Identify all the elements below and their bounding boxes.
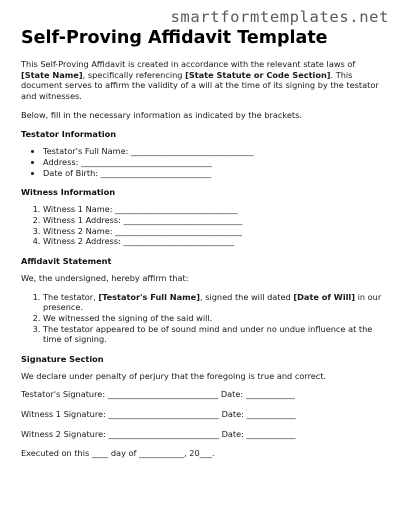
will-date-placeholder: [Date of Will] — [293, 291, 355, 302]
testator-list — [21, 146, 386, 178]
page-title: Self-Proving Affidavit Template — [21, 28, 328, 48]
affidavit-item-1-text-2: , signed the will dated — [199, 291, 294, 302]
affidavit-item-1-text-3: in our presence. — [43, 291, 382, 313]
testator-dob-field: • Date of Birth: ___________________________ — [43, 168, 386, 179]
witness-2-signature-line: Witness 2 Signature: ___________________________ Date: ____________ — [21, 428, 296, 439]
signature-heading: Signature Section — [21, 353, 104, 364]
testator-signature-line: Testator's Signature: ___________________________ Date: ____________ — [21, 389, 295, 400]
testator-name-placeholder: [Testator's Full Name] — [98, 291, 200, 302]
witness-2-name-field: 3. Witness 2 Name: _______________________________ — [43, 226, 386, 237]
perjury-declaration: We declare under penalty of perjury that the foregoing is true and correct. — [21, 370, 327, 381]
affidavit-item-1 — [43, 292, 386, 313]
testator-heading: Testator Information — [21, 129, 117, 140]
witness-1-address-field: 2. Witness 1 Address: _____________________________ — [43, 215, 386, 226]
affidavit-list — [21, 292, 386, 345]
intro-text-3: . This document serves to affirm the validity of a will at the time of its signing by the testator and witnesses. — [21, 69, 379, 101]
intro-text-1: This Self-Proving Affidavit is created in accordance with the relevant state laws of — [21, 59, 356, 69]
execution-date-line: Executed on this ____ day of ___________, 20___. — [21, 448, 215, 459]
affidavit-item-1-text-1: The testator, — [43, 291, 99, 302]
document-page — [21, 28, 386, 468]
testator-name-field: • Testator's Full Name: ______________________________ — [43, 146, 386, 157]
affidavit-item-2: 2. We witnessed the signing of the said will. — [43, 313, 386, 324]
instruction-paragraph: Below, fill in the necessary information as indicated by the brackets. — [21, 109, 302, 120]
state-name-placeholder: [State Name] — [21, 69, 83, 80]
witness-heading: Witness Information — [21, 187, 116, 198]
site-watermark: smartformtemplates.net — [170, 8, 389, 26]
witness-1-signature-line: Witness 1 Signature: ___________________________ Date: ____________ — [21, 409, 296, 420]
witness-2-address-field: 4. Witness 2 Address: ___________________________ — [43, 236, 386, 247]
affidavit-item-3: 3. The testator appeared to be of sound mind and under no undue influence at the time of signing. — [43, 324, 386, 345]
intro-paragraph — [21, 59, 386, 102]
witness-1-name-field: 1. Witness 1 Name: ______________________________ — [43, 204, 386, 215]
affidavit-lead: We, the undersigned, hereby affirm that: — [21, 272, 189, 283]
affidavit-heading: Affidavit Statement — [21, 255, 112, 266]
witness-list — [21, 204, 386, 247]
intro-text-2: , specifically referencing — [82, 69, 186, 80]
statute-placeholder: [State Statute or Code Section] — [185, 69, 331, 80]
testator-address-field: • Address: ________________________________ — [43, 157, 386, 168]
